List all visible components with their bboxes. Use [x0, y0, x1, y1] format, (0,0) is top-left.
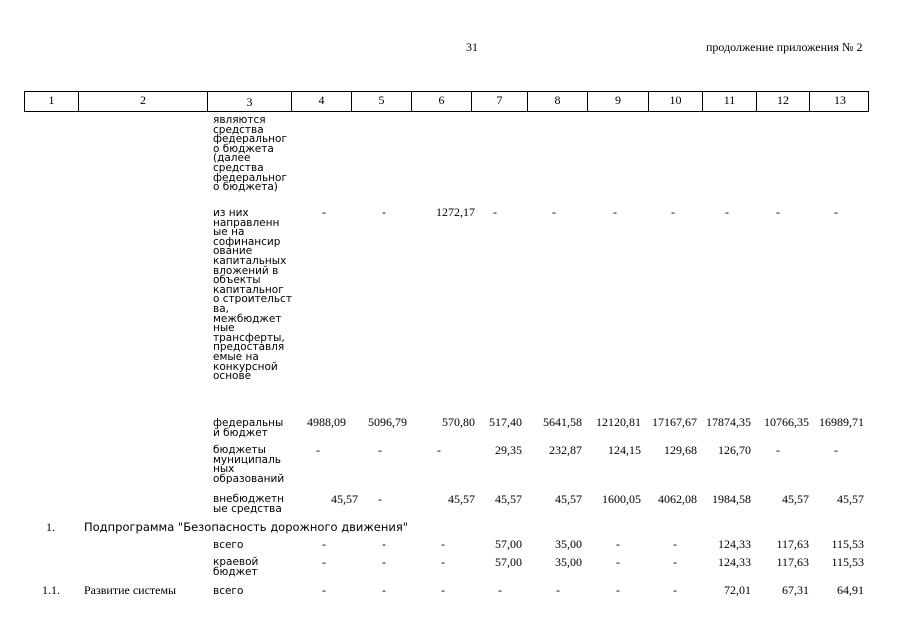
cell-value: 17167,67: [652, 415, 697, 429]
cell-value: 115,53: [831, 555, 864, 569]
cell-value: -: [382, 205, 386, 219]
table-header-row: [24, 91, 869, 112]
row-description: внебюджетн ые средства: [213, 493, 284, 515]
cell-value: -: [382, 555, 386, 569]
row-description: краевой бюджет: [213, 556, 259, 578]
cell-value: 1984,58: [712, 492, 751, 506]
cell-value: -: [441, 583, 445, 597]
cell-value: 35,00: [555, 537, 582, 551]
cell-value: 45,57: [782, 492, 809, 506]
row-description: всего: [213, 539, 244, 551]
cell-value: -: [437, 443, 441, 457]
header-col-8: 8: [528, 92, 588, 111]
cell-value: -: [671, 205, 675, 219]
cell-value: -: [613, 205, 617, 219]
cell-value: -: [322, 205, 326, 219]
cell-value: 124,33: [718, 537, 751, 551]
cell-value: -: [673, 583, 677, 597]
cell-value: -: [673, 537, 677, 551]
row-number: 1.: [46, 520, 55, 534]
cell-value: -: [556, 583, 560, 597]
cell-value: -: [776, 443, 780, 457]
activity-title: Развитие системы: [84, 583, 177, 597]
cell-value: 45,57: [448, 492, 475, 506]
cell-value: 4988,09: [307, 415, 346, 429]
cell-value: 117,63: [776, 537, 809, 551]
cell-value: -: [776, 205, 780, 219]
header-col-7: 7: [472, 92, 528, 111]
cell-value: 5096,79: [368, 415, 407, 429]
header-col-12: 12: [757, 92, 810, 111]
cell-value: 129,68: [664, 443, 697, 457]
cell-value: -: [441, 555, 445, 569]
cell-value: 45,57: [555, 492, 582, 506]
cell-value: 517,40: [489, 415, 522, 429]
row-description: бюджеты муниципаль ных образований: [213, 444, 285, 485]
cell-value: -: [834, 205, 838, 219]
cell-value: 4062,08: [658, 492, 697, 506]
cell-value: 5641,58: [543, 415, 582, 429]
cell-value: -: [382, 583, 386, 597]
cell-value: -: [322, 583, 326, 597]
cell-value: -: [834, 443, 838, 457]
cell-value: 232,87: [549, 443, 582, 457]
header-col-6: 6: [412, 92, 472, 111]
row-description: федеральны й бюджет: [213, 417, 284, 439]
cell-value: 124,33: [718, 555, 751, 569]
cell-value: 67,31: [782, 583, 809, 597]
cell-value: 16989,71: [819, 415, 864, 429]
cell-value: -: [378, 492, 382, 506]
cell-value: 10766,35: [764, 415, 809, 429]
cell-value: -: [552, 205, 556, 219]
cell-value: 45,57: [495, 492, 522, 506]
header-col-3: 3: [208, 92, 292, 111]
row-description: являются средства федеральног о бюджета (далее средства федеральног о бюджета): [213, 114, 287, 194]
cell-value: -: [673, 555, 677, 569]
cell-value: 72,01: [724, 583, 751, 597]
cell-value: -: [382, 537, 386, 551]
header-col-13: 13: [834, 93, 846, 107]
cell-value: 17874,35: [706, 415, 751, 429]
cell-value: 57,00: [495, 555, 522, 569]
continuation-note: продолжение приложения № 2: [706, 40, 863, 54]
cell-value: -: [322, 555, 326, 569]
cell-value: 45,57: [331, 492, 358, 506]
cell-value: 117,63: [776, 555, 809, 569]
cell-value: -: [725, 205, 729, 219]
cell-value: -: [616, 537, 620, 551]
cell-value: -: [378, 443, 382, 457]
cell-value: -: [498, 583, 502, 597]
header-col-9: 9: [588, 92, 649, 111]
row-number: 1.1.: [42, 583, 60, 597]
cell-value: -: [316, 443, 320, 457]
cell-value: 45,57: [837, 492, 864, 506]
cell-value: 35,00: [555, 555, 582, 569]
row-description: всего: [213, 585, 244, 597]
header-col-11: 11: [703, 92, 757, 111]
cell-value: 12120,81: [596, 415, 641, 429]
cell-value: 1272,17: [436, 205, 475, 219]
header-col-4: 4: [292, 92, 352, 111]
header-col-2: 2: [79, 92, 208, 111]
header-col-1: 1: [25, 92, 79, 111]
subprogram-title: Подпрограмма "Безопасность дорожного движения": [84, 520, 409, 534]
cell-value: 570,80: [442, 415, 475, 429]
cell-value: 115,53: [831, 537, 864, 551]
cell-value: -: [616, 555, 620, 569]
header-col-10: 10: [649, 92, 703, 111]
row-description: из них направленн ые на софинансир ование капитальных вложений в объекты капитальног о строительст ва, межбюджет ные трансферты, предоставля емые на конкурсной основе: [213, 207, 292, 383]
page-number: 31: [466, 40, 478, 54]
cell-value: 57,00: [495, 537, 522, 551]
cell-value: 1600,05: [602, 492, 641, 506]
cell-value: 124,15: [608, 443, 641, 457]
header-col-5: 5: [352, 92, 412, 111]
cell-value: -: [322, 537, 326, 551]
cell-value: 29,35: [495, 443, 522, 457]
cell-value: -: [493, 205, 497, 219]
cell-value: -: [616, 583, 620, 597]
cell-value: -: [441, 537, 445, 551]
cell-value: 126,70: [718, 443, 751, 457]
cell-value: 64,91: [837, 583, 864, 597]
